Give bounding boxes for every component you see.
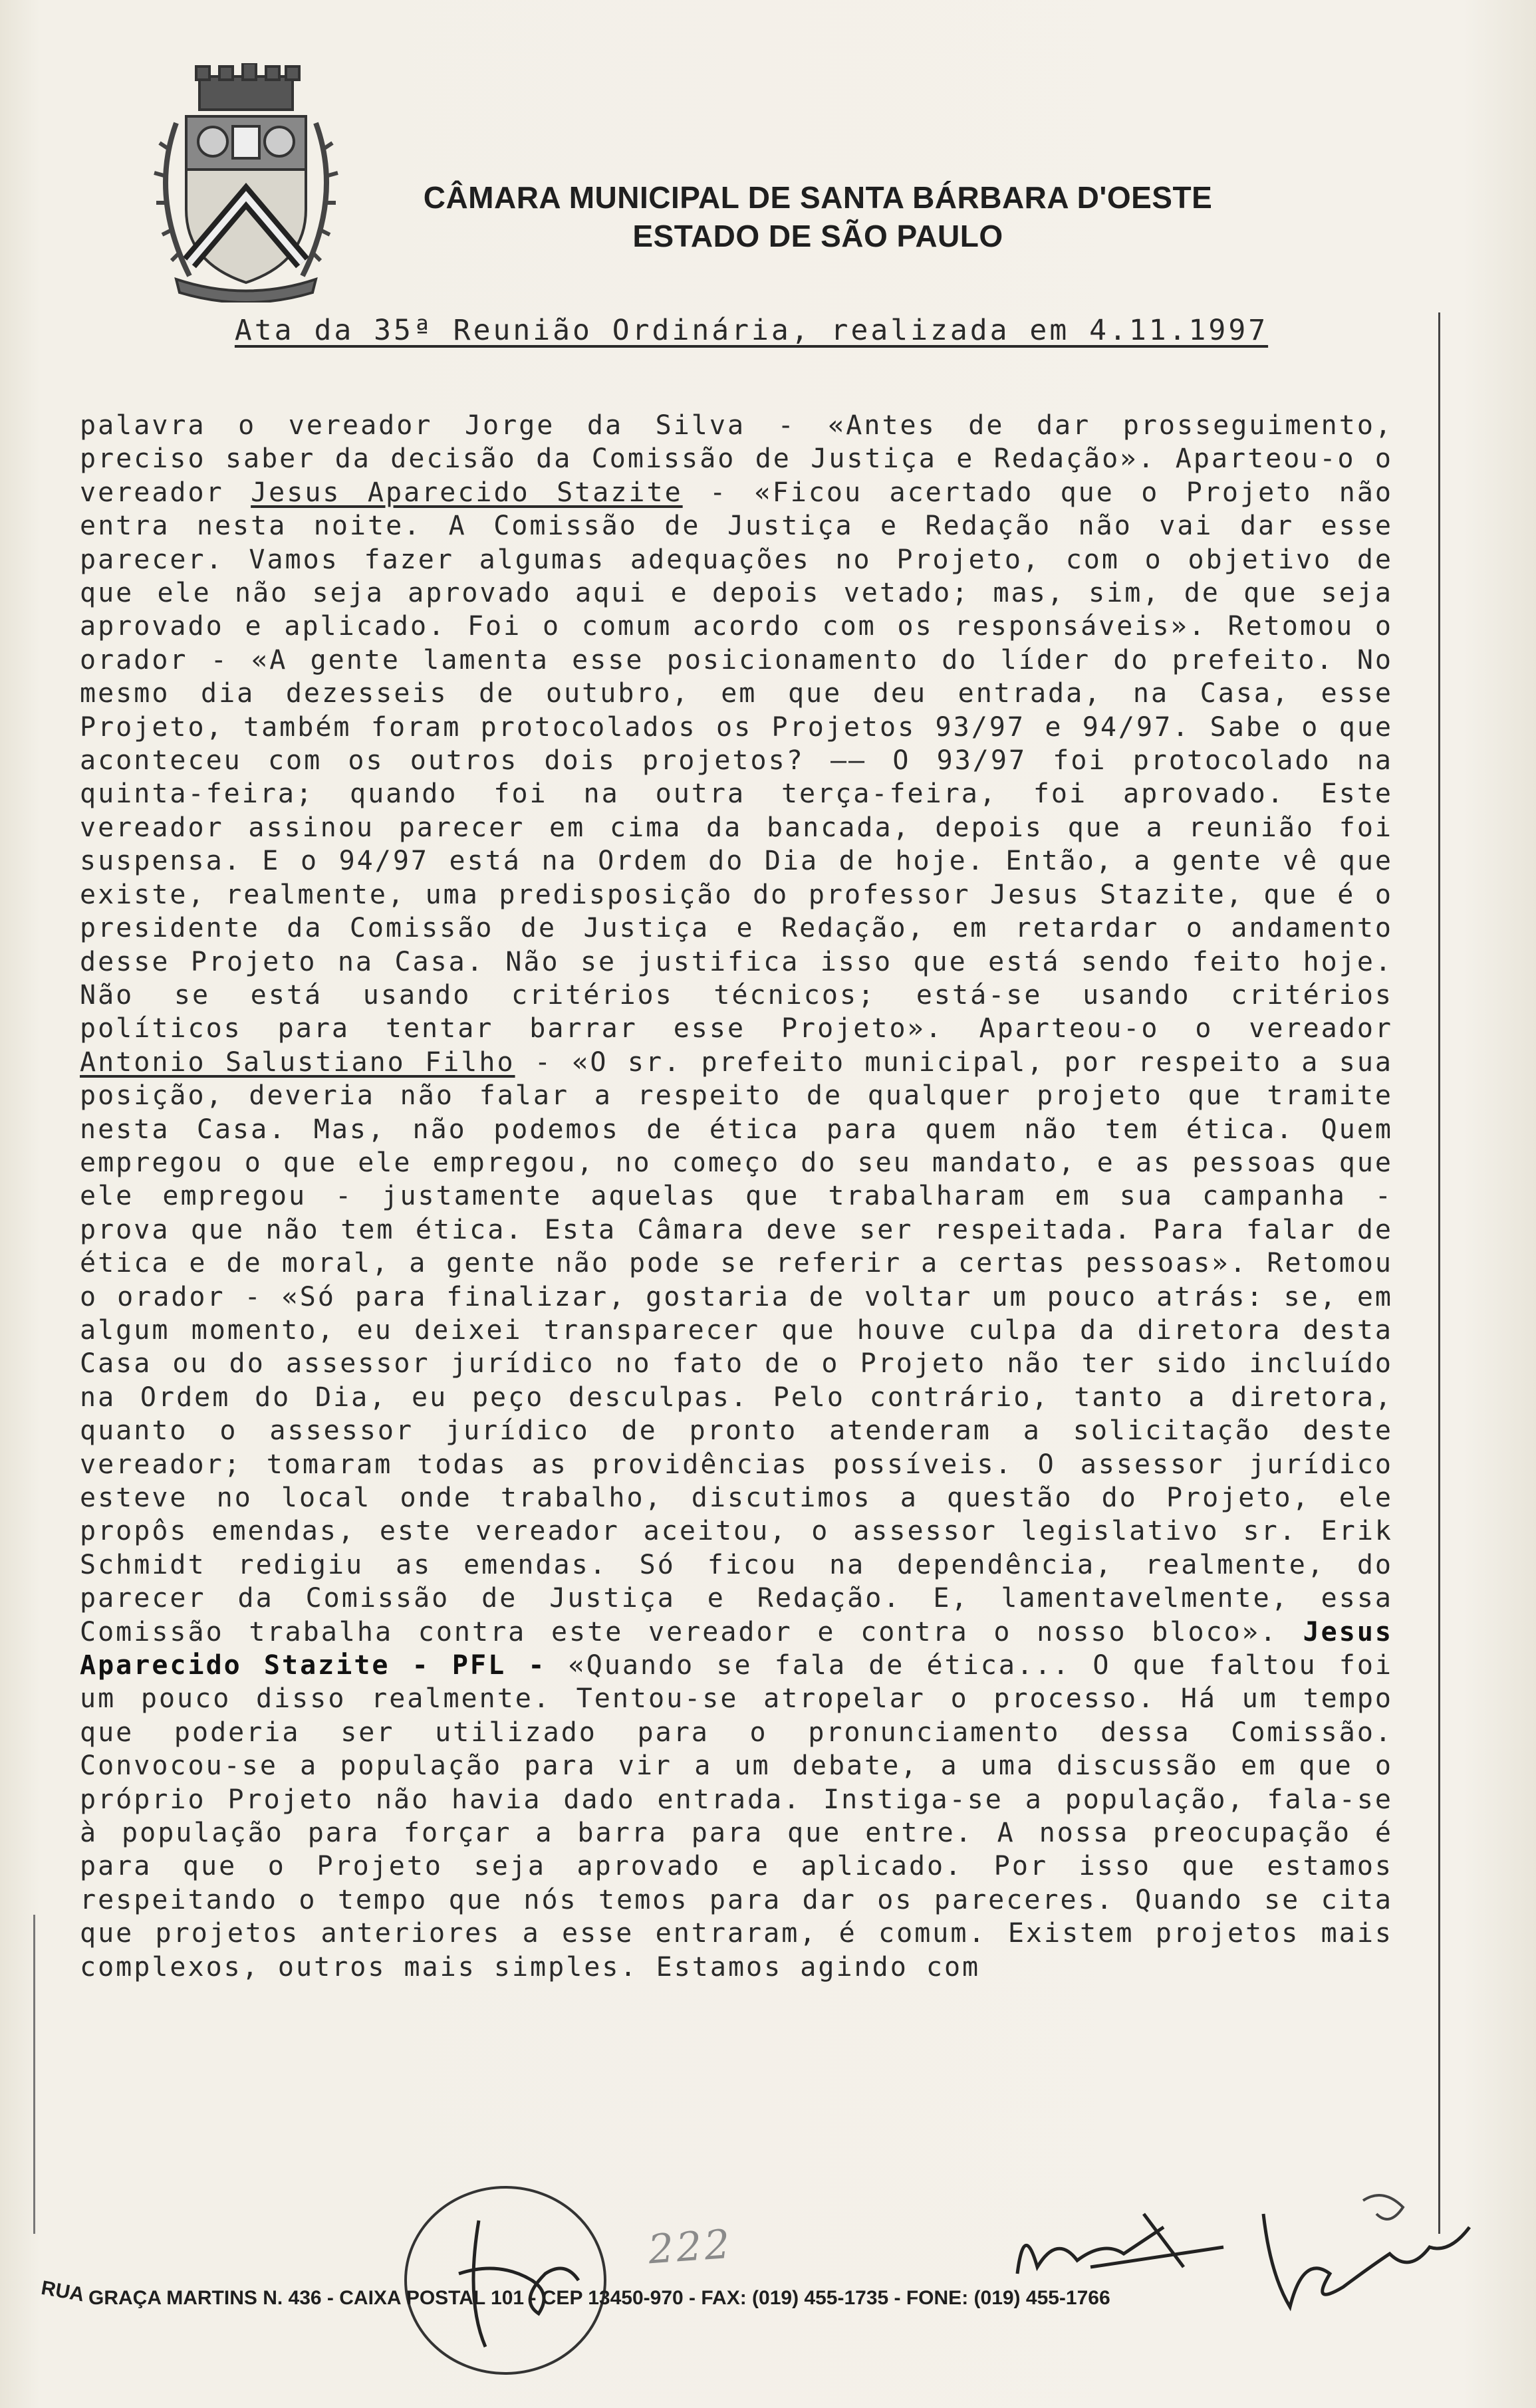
municipal-coat-of-arms-icon xyxy=(150,63,342,302)
body-paragraph-4: «Quando se fala de ética... O que faltou foi um pouco disso realmente. Tentou-se atropelar o processo. Há um tempo que poderia ser utilizado para o pronunciamento dessa Comissão. Convocou-se a população para vir a um debate, a uma discussão em que o próprio Projeto não havia dado entrada. Instiga-se a população, fala-se à população para forçar a barra para que entre. A nossa preocupação é para que o Projeto seja aprovado e aplicado. Por isso que estamos respeitando o tempo que nós temos para dar os pareceres. Quando se cita que projetos anteriores a esse entraram, é comum. Existem projetos mais complexos, outros mais simples. Estamos agindo com xyxy=(80,1650,1393,1983)
speaker-name-salustiano: Antonio Salustiano Filho xyxy=(80,1046,515,1078)
speaker-name-stazite-pfl: Jesus Aparecido Stazite - PFL - xyxy=(80,1616,1393,1681)
footer-rua: RUA xyxy=(39,2276,86,2306)
footer-address: GRAÇA MARTINS N. 436 - CAIXA POSTAL 101 - CEP 13450-970 - FAX: (019) 455-1735 - FONE: (019) 455-1766 xyxy=(88,2287,1110,2309)
body-paragraph-3: - «O sr. prefeito municipal, por respeito a sua posição, deveria não falar a respeito de qualquer projeto que tramite nesta Casa. Mas, não podemos de ética para quem não tem ética. Quem empregou o que ele empregou, no começo do seu mandato, e as pessoas que ele empregou - justamente aquelas que trabalharam em sua campanha - prova que não tem ética. Esta Câmara deve ser respeitada. Para falar de ética e de moral, a gente não pode se referir a certas pessoas». Retomou o orador - «Só para finalizar, gostaria de voltar um pouco atrás: se, em algum momento, eu deixei transparecer que houve culpa da diretora desta Casa ou do assessor jurídico no fato de o Projeto não ter sido incluído na Ordem do Dia, eu peço desculpas. Pelo contrário, tanto a diretora, quanto o assessor jurídico de pronto atenderam a solicitação deste vereador; tomaram todas as providências possíveis. O assessor jurídico esteve no local onde trabalho, discutimos a questão do Projeto, ele propôs emendas, este vereador aceitou, o assessor legislativo sr. Erik Schmidt redigiu as emendas. Só ficou na dependência, realmente, do parecer da Comissão de Justiça e Redação. E, lamentavelmente, essa Comissão trabalha contra este vereador e contra o nosso bloco». xyxy=(80,1046,1393,1647)
signature-1-icon xyxy=(399,2181,612,2380)
left-margin-line xyxy=(33,1915,35,2234)
minutes-title xyxy=(219,314,1283,347)
minutes-body xyxy=(80,409,1393,1984)
body-paragraph-2: - «Ficou acertado que o Projeto não entra nesta noite. A Comissão de Justiça e Redação não vai dar esse parecer. Vamos fazer algumas adequações no Projeto, com o objetivo de que ele não seja aprovado aqui e depois vetado; mas, sim, de que seja aprovado e aplicado. Foi o comum acordo com os responsáveis». Retomou o orador - «A gente lamenta esse posicionamento do líder do prefeito. No mesmo dia dezesseis de outubro, em que deu entrada, na Casa, esse Projeto, também foram protocolados os Projetos 93/97 e 94/97. Sabe o que aconteceu com os outros dois projetos? —— O 93/97 foi protocolado na quinta-feira; quando foi na outra terça-feira, foi aprovado. Este vereador assinou parecer em cima da bancada, depois que a reunião foi suspensa. E o 94/97 está na Ordem do Dia de hoje. Então, a gente vê que existe, realmente, uma predisposição do professor Jesus Stazite, que é o presidente da Comissão de Justiça e Redação, em retardar o andamento desse Projeto na Casa. Não se justifica isso que está sendo feito hoje. Não se está usando critérios técnicos; está-se usando critérios políticos para tentar barrar esse Projeto». Aparteou-o o vereador xyxy=(80,477,1394,1044)
signature-2-icon xyxy=(1011,2194,1237,2287)
minutes-title-text: Ata da 35ª Reunião Ordinária, realizada em 4.11.1997 xyxy=(234,314,1269,347)
state-name: ESTADO DE SÃO PAULO xyxy=(632,219,1003,253)
right-margin-line xyxy=(1438,312,1440,2234)
institution-header xyxy=(412,178,1223,255)
handwritten-page-number: 222 xyxy=(646,2221,734,2274)
footer-address-bar xyxy=(39,2276,1503,2310)
speaker-name-stazite: Jesus Aparecido Stazite xyxy=(251,477,683,508)
body-paragraph-1: palavra o vereador Jorge da Silva - «Antes de dar prosseguimento, preciso saber da decisão da Comissão de Justiça e Redação». Aparteou-o o vereador xyxy=(80,410,1393,508)
institution-name: CÂMARA MUNICIPAL DE SANTA BÁRBARA D'OESTE xyxy=(423,180,1213,215)
